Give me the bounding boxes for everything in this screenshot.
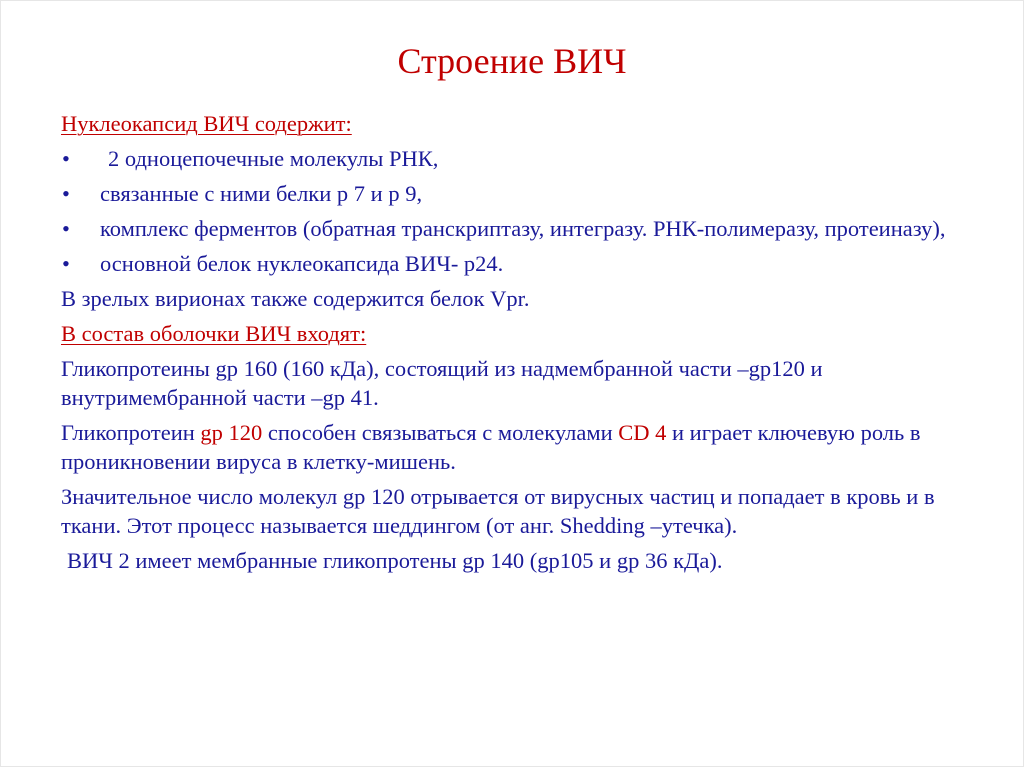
bullet-icon: • (62, 251, 70, 276)
gp120-highlight: gp 120 (200, 420, 263, 445)
bullet-icon: • (62, 216, 70, 241)
list-item (61, 179, 981, 208)
cd4-highlight: CD 4 (618, 420, 667, 445)
list-item (61, 144, 981, 173)
hiv2-paragraph: ВИЧ 2 имеет мембранные гликопротены gp 140 (gp105 и gp 36 кДа). (67, 548, 723, 573)
list-item-text: 2 одноцепочечные молекулы РНК, (108, 146, 439, 171)
gp120-text-part3: и играет ключевую роль в проникновении вируса в клетку-мишень. (61, 420, 921, 474)
slide-content (61, 109, 981, 581)
gp120-paragraph (61, 418, 981, 476)
mature-virion-note: В зрелых вирионах также содержится белок Vpr. (61, 286, 530, 311)
shedding-paragraph: Значительное число молекул gp 120 отрывается от вирусных частиц и попадает в кровь и в ткани. Этот процесс называется шеддингом (от анг. Shedding –утечка). (61, 484, 935, 538)
list-item-text: комплекс ферментов (обратная транскриптазу, интегразу. РНК-полимеразу, протеиназу), (100, 216, 946, 241)
list-item-text: основной белок нуклеокапсида ВИЧ- р24. (100, 251, 504, 276)
envelope-heading: В состав оболочки ВИЧ входят: (61, 321, 367, 346)
gp120-text-part1: Гликопротеин (61, 420, 201, 445)
gp120-text-part2: способен связываться с молекулами (262, 420, 619, 445)
bullet-icon: • (62, 146, 70, 171)
list-item-text: связанные с ними белки р 7 и р 9, (100, 181, 423, 206)
bullet-icon: • (62, 181, 70, 206)
glycoproteins-paragraph: Гликопротеины gp 160 (160 кДа), состоящий из надмембранной части –gp120 и внутримембранной части –gp 41. (61, 356, 823, 410)
nucleocapsid-heading: Нуклеокапсид ВИЧ содержит: (61, 111, 352, 136)
list-item (61, 249, 981, 278)
slide-title: Строение ВИЧ (397, 41, 627, 81)
list-item (61, 214, 981, 243)
